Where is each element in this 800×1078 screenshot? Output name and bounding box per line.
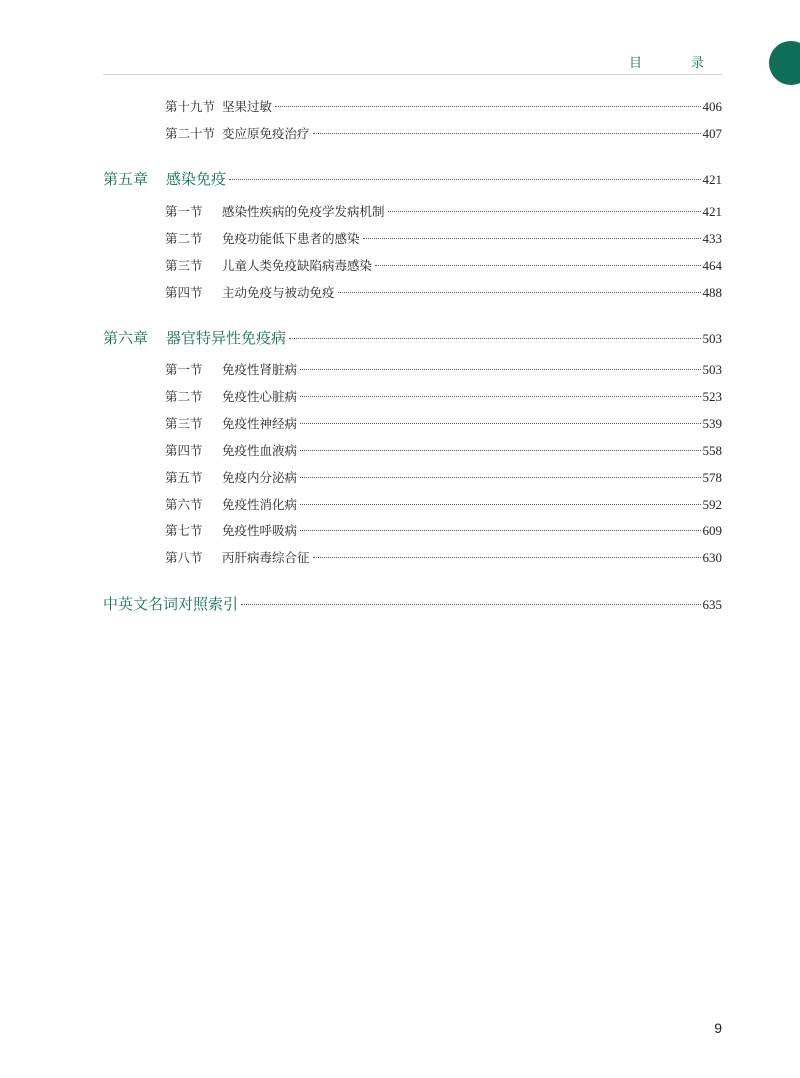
- dot-leader: [300, 369, 700, 370]
- section-title: 主动免疫与被动免疫: [222, 285, 335, 300]
- section-title: 变应原免疫治疗: [222, 126, 310, 141]
- section-title: 免疫性呼吸病: [222, 523, 298, 538]
- page-number: 488: [702, 285, 722, 300]
- section-title: 免疫内分泌病: [222, 470, 298, 485]
- section-label: 第三节: [165, 258, 203, 273]
- toc-chapter-entry[interactable]: [103, 168, 722, 190]
- dot-leader: [300, 423, 700, 424]
- toc-chapter-entry[interactable]: [103, 327, 722, 349]
- section-label: 第四节: [165, 443, 203, 458]
- section-title: 免疫功能低下患者的感染: [222, 231, 360, 246]
- page-number: 592: [702, 497, 722, 512]
- section-title: 免疫性神经病: [222, 416, 298, 431]
- dot-leader: [241, 604, 700, 605]
- page-number: 421: [702, 172, 722, 187]
- dot-leader: [338, 292, 701, 293]
- toc-section-entry[interactable]: [165, 440, 722, 462]
- toc-section-entry[interactable]: [165, 201, 722, 223]
- section-label: 第七节: [165, 523, 203, 538]
- toc-section-entry[interactable]: [165, 359, 722, 381]
- chapter-label: 第五章: [103, 170, 149, 188]
- running-head-title: 目 录: [628, 56, 722, 71]
- dot-leader: [388, 211, 701, 212]
- toc-section-entry[interactable]: [165, 386, 722, 408]
- toc-section-entry[interactable]: [165, 413, 722, 435]
- toc-section-entry[interactable]: [165, 467, 722, 489]
- section-title: 免疫性血液病: [222, 443, 298, 458]
- toc-section-entry[interactable]: [165, 520, 722, 542]
- toc-section-entry[interactable]: [165, 282, 722, 304]
- section-title: 感染性疾病的免疫学发病机制: [222, 204, 385, 219]
- page-number: 578: [702, 470, 722, 485]
- dot-leader: [313, 557, 701, 558]
- section-title: 坚果过敏: [222, 99, 273, 114]
- page-number: 421: [702, 204, 722, 219]
- page-number: 635: [702, 597, 722, 612]
- section-title: 免疫性消化病: [222, 497, 298, 512]
- toc-section-entry[interactable]: [165, 123, 722, 145]
- section-label: 第十九节: [165, 99, 216, 114]
- page-number: 539: [702, 416, 722, 431]
- dot-leader: [300, 530, 700, 531]
- toc-section-entry[interactable]: [165, 228, 722, 250]
- chapter-title: 感染免疫: [166, 170, 227, 188]
- page-number: 407: [702, 126, 722, 141]
- section-label: 第八节: [165, 550, 203, 565]
- section-label: 第二十节: [165, 126, 216, 141]
- page-number: 503: [702, 331, 722, 346]
- dot-leader: [229, 179, 700, 180]
- section-label: 第三节: [165, 416, 203, 431]
- page-number: 523: [702, 389, 722, 404]
- dot-leader: [300, 504, 700, 505]
- chapter-title: 器官特异性免疫病: [166, 329, 287, 347]
- index-title: 中英文名词对照索引: [103, 595, 239, 613]
- section-label: 第二节: [165, 231, 203, 246]
- toc-section-entry[interactable]: [165, 96, 722, 118]
- section-label: 第一节: [165, 204, 203, 219]
- chapter-label: 第六章: [103, 329, 149, 347]
- section-title: 免疫性心脏病: [222, 389, 298, 404]
- section-label: 第四节: [165, 285, 203, 300]
- toc-section-entry[interactable]: [165, 494, 722, 516]
- page-number: 433: [702, 231, 722, 246]
- section-title: 儿童人类免疫缺陷病毒感染: [222, 258, 373, 273]
- page-number: 630: [702, 550, 722, 565]
- section-title: 免疫性肾脏病: [222, 362, 298, 377]
- page-number: 464: [702, 258, 722, 273]
- toc-section-entry[interactable]: [165, 255, 722, 277]
- section-label: 第五节: [165, 470, 203, 485]
- section-label: 第六节: [165, 497, 203, 512]
- dot-leader: [300, 477, 700, 478]
- folio-page-number: 9: [714, 1020, 722, 1036]
- dot-leader: [300, 396, 700, 397]
- toc-section-entry[interactable]: [165, 547, 722, 569]
- page-number: 406: [702, 99, 722, 114]
- page-number: 558: [702, 443, 722, 458]
- dot-leader: [313, 133, 701, 134]
- section-label: 第二节: [165, 389, 203, 404]
- dot-leader: [363, 238, 701, 239]
- dot-leader: [289, 338, 700, 339]
- dot-leader: [275, 106, 700, 107]
- dot-leader: [375, 265, 700, 266]
- page-number: 503: [702, 362, 722, 377]
- section-label: 第一节: [165, 362, 203, 377]
- toc-index-entry[interactable]: [103, 593, 722, 615]
- running-head: [103, 50, 722, 75]
- chapter-tab-marker: [769, 41, 800, 85]
- dot-leader: [300, 450, 700, 451]
- section-title: 丙肝病毒综合征: [222, 550, 310, 565]
- page-number: 609: [702, 523, 722, 538]
